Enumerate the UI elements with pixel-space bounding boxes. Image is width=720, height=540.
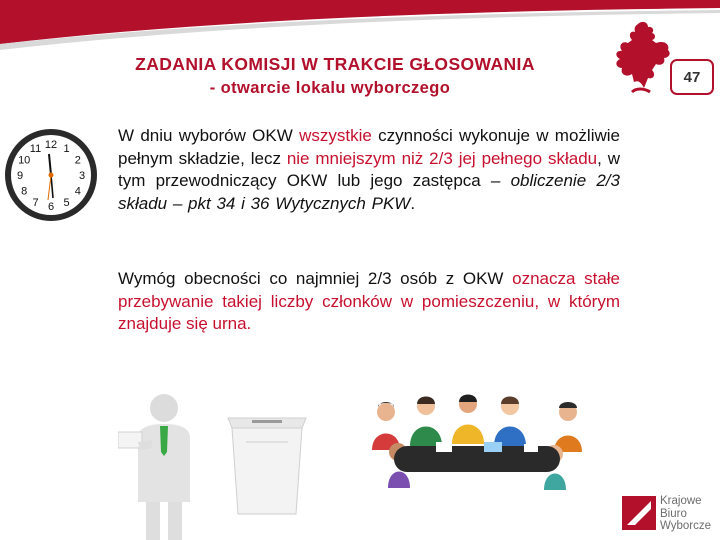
ballot-box-icon (226, 410, 308, 518)
clock-numeral: 2 (74, 154, 81, 167)
p1-text-1: W dniu wyborów OKW (118, 126, 300, 145)
p1-highlight-all: wszystkie (299, 126, 372, 145)
p1-text-3: , w tym przewodniczący OKW lub jego zastępca – (118, 148, 621, 190)
p2-highlight: oznacza stałe przebywanie takiej liczby członków w pomieszczeniu, w którym znajduje się urna. (118, 269, 621, 333)
person-with-ballot-icon (118, 392, 198, 540)
logo-line-1: Krajowe (660, 495, 702, 507)
clock-numeral: 6 (47, 201, 55, 213)
clock-icon (2, 126, 100, 224)
logo-line-2: Biuro (660, 507, 687, 520)
clock-numeral: 3 (78, 170, 86, 182)
paragraph-quorum-rule (118, 125, 620, 215)
p1-highlight-minimum: nie mniejszym niż 2/3 jej pełnego składu (286, 148, 598, 168)
logo-line-3: Wyborcze (660, 520, 712, 532)
committee-meeting-illustration (364, 392, 590, 492)
clock-numeral: 12 (44, 139, 58, 151)
clock-numeral: 7 (32, 196, 39, 209)
p1-reference: obliczenie 2/3 składu – pkt 34 i 36 Wytycznych PKW (118, 171, 620, 213)
slide-subtitle: - otwarcie lokalu wyborczego (209, 79, 451, 97)
slide-title: ZADANIA KOMISJI W TRAKCIE GŁOSOWANIA (135, 54, 535, 74)
paragraph-presence-requirement (118, 268, 620, 336)
p1-text-2: czynności wykonuje w możliwie pełnym składzie, lecz (118, 126, 620, 168)
eagle-emblem-icon (608, 18, 674, 98)
clock-numeral: 8 (21, 185, 28, 198)
clock-numeral: 1 (63, 143, 70, 156)
clock-numeral: 9 (16, 170, 24, 182)
clock-numeral: 11 (29, 143, 42, 156)
clock-numeral: 4 (74, 185, 81, 198)
p2-text-1: Wymóg obecności co najmniej 2/3 osób z OKW (118, 269, 513, 288)
clock-numeral: 10 (18, 154, 31, 167)
kbw-logo-text (660, 495, 720, 533)
page-number-badge: 47 (670, 59, 714, 95)
clock-numeral: 5 (63, 196, 70, 209)
p1-end: . (410, 193, 416, 213)
kbw-logo-icon (622, 496, 656, 530)
